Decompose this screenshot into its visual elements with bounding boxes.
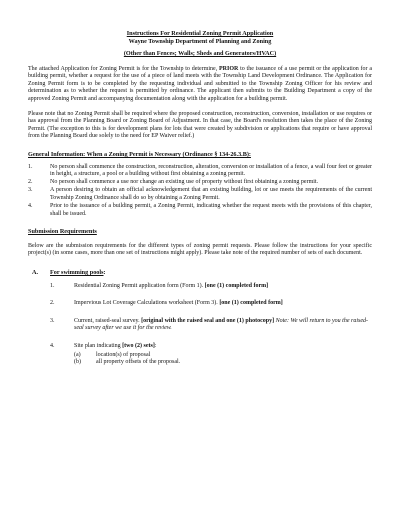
list-number: 3. bbox=[28, 187, 33, 194]
list-bold: [two (2) sets] bbox=[122, 342, 155, 349]
list-bold: [one (1) completed form] bbox=[219, 300, 283, 307]
list-text: Site plan indicating bbox=[74, 342, 123, 349]
intro-p1-end: to the issuance of a use permit or the application for a building permit, whether a request for the use of a piece of land meets with the Township Land Development Ordinance. The Application for Zoning Permit form is to be completed by the requesting individual and submitted to the Township Zoning Officer for his review and determination as to whether the request is permitted by ordinance. The applicant then submits to the Building Department a copy of the approved Zoning Permit and accompanying documentation along with the application for a building permit. bbox=[28, 65, 373, 102]
intro-p1-prior: PRIOR bbox=[218, 65, 239, 72]
general-info-list bbox=[28, 164, 372, 219]
site-plan-sublist bbox=[74, 352, 372, 367]
submission-intro: Below are the submission requirements for the different types of zoning permit requests. Please follow the instructions for your specific project(s) (in some cases, more than one set of instructions might apply). Please take note of the required number of sets of each document. bbox=[28, 242, 372, 257]
sub-list-letter: (a) bbox=[74, 351, 81, 358]
list-item bbox=[28, 187, 372, 202]
list-number: 2. bbox=[50, 300, 55, 307]
list-italic-note: Note: We will return to you the raised-seal survey after we use it for the review. bbox=[74, 317, 368, 332]
intro-p1-start: The attached Application for Zoning Permit is for the Township to determine, bbox=[28, 65, 219, 72]
section-letter: A. bbox=[32, 268, 39, 276]
list-item bbox=[28, 318, 372, 333]
list-item bbox=[28, 164, 372, 179]
title-block bbox=[28, 30, 372, 59]
list-item bbox=[28, 203, 372, 218]
list-number: 1. bbox=[50, 282, 55, 289]
list-text: Prior to the issuance of a building permit, a Zoning Permit, indicating whether the request meets with the provisions of this chapter, shall be issued. bbox=[50, 203, 372, 217]
sub-list-item bbox=[74, 359, 372, 367]
section-a-list bbox=[28, 283, 372, 367]
intro-paragraph-1 bbox=[28, 66, 372, 104]
list-number: 4. bbox=[28, 203, 33, 210]
list-text: Residential Zoning Permit application form (Form 1). bbox=[74, 282, 205, 289]
department-name: Wayne Township Department of Planning and Zoning bbox=[128, 38, 272, 46]
list-text: Impervious Lot Coverage Calculations worksheet (Form 3). bbox=[74, 300, 220, 307]
list-number: 4. bbox=[50, 342, 55, 349]
list-number: 3. bbox=[50, 317, 55, 324]
list-item bbox=[28, 343, 372, 367]
sub-list-item bbox=[74, 352, 372, 360]
document-subtitle: (Other than Fences; Walls; Sheds and Generators/HVAC) bbox=[123, 50, 277, 58]
list-suffix: : bbox=[154, 342, 157, 349]
sub-list-text: all property offsets of the proposal. bbox=[96, 359, 181, 366]
list-item bbox=[28, 300, 372, 308]
sub-list-letter: (b) bbox=[74, 359, 81, 366]
list-number: 2. bbox=[28, 179, 33, 186]
list-item bbox=[28, 283, 372, 291]
section-title: For swimming pools bbox=[50, 268, 104, 276]
list-text: No person shall commence the construction, reconstruction, alteration, conversion or installation of a fence, a wall four feet or greater in height, a structure, a pool or a building without first obtaining a zoning permit. bbox=[50, 163, 372, 178]
list-text: Current, raised-seal survey. bbox=[74, 317, 142, 324]
list-bold: [one (1) completed form] bbox=[204, 282, 269, 289]
list-item bbox=[28, 179, 372, 187]
document-title: Instructions For Residential Zoning Permit Application bbox=[126, 30, 274, 37]
list-text: A person desiring to obtain an official acknowledgement that an existing building, lot or use meets the requirements of the current Township Zoning Ordinance shall do so by obtaining a Zoning Permit. bbox=[50, 187, 372, 201]
list-number: 1. bbox=[28, 163, 33, 170]
general-info-heading: General Information: When a Zoning Permit is Necessary (Ordinance § 134-26.3.B): bbox=[28, 150, 251, 158]
list-bold: [original with the raised seal and one (1) photocopy] bbox=[141, 317, 275, 324]
section-title-suffix: : bbox=[103, 268, 106, 276]
sub-list-text: location(s) of proposal bbox=[96, 351, 151, 358]
submission-heading: Submission Requirements bbox=[28, 228, 97, 236]
section-a-heading bbox=[28, 269, 372, 277]
intro-paragraph-2: Please note that no Zoning Permit shall be required where the proposed construction, reconstruction, conversion, installation or use requires or has approval from the Planning Board or Zoning Board of Adjustment. In that case, the Board's resolution then takes the place of the Zoning Permit. (The exception to this is for development plans for lots that were created by subdivision or applications that require or have approval from the Planning Board due solely to the need for EP Waiver relief.) bbox=[28, 110, 372, 140]
list-text: No person shall commence a use nor change an existing use of property without first obtaining a zoning permit. bbox=[50, 179, 319, 186]
